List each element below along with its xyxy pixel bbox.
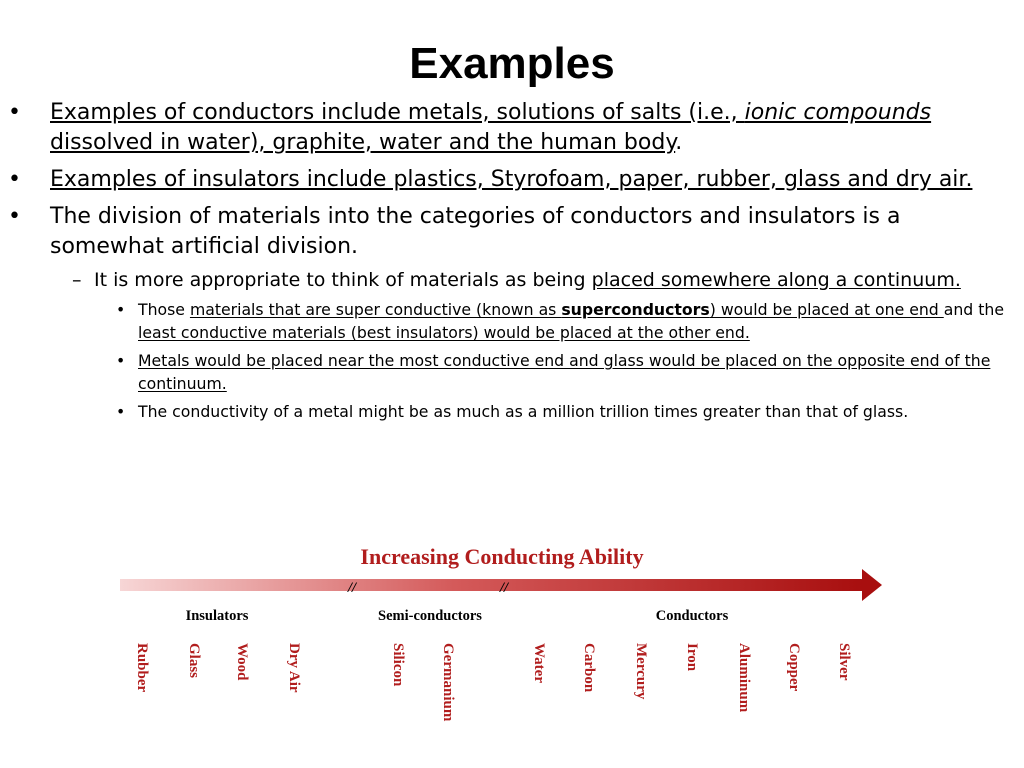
bullet-insulators-text: Examples of insulators include plastics, Styrofoam, paper, rubber, glass and dry air. [50, 167, 973, 192]
superconductors-text-d: ) would be placed at one end [709, 300, 944, 319]
conductivity-ratio-text: The conductivity of a metal might be as much as a million trillion times greater than that of glass. [138, 402, 909, 421]
conductors-period: . [675, 130, 683, 155]
bullet-insulators [50, 165, 1002, 195]
bullet-conductors-text [50, 100, 931, 155]
continuum-text-a: It is more appropriate to think of materials as being [94, 269, 592, 291]
material-label-carbon: Carbon [581, 643, 597, 693]
material-label-dry-air: Dry Air [286, 643, 302, 693]
superconductors-text-a: Those [138, 300, 190, 319]
material-label-mercury: Mercury [633, 643, 649, 700]
material-label-copper: Copper [786, 643, 802, 692]
break-mark-left: // [347, 580, 357, 596]
conductors-text-a: Examples of conductors include metals, solutions of salts (i.e., [50, 100, 745, 125]
bullet-division [50, 202, 1002, 262]
superconductors-term: superconductors [561, 300, 710, 319]
continuum-title: Increasing Conducting Ability [360, 544, 644, 569]
superconductors-text-b: materials that are super conductive (known as [189, 300, 562, 319]
category-semiconductors: Semi-conductors [378, 608, 482, 624]
material-label-glass: Glass [186, 643, 202, 679]
material-label-silicon: Silicon [390, 643, 406, 687]
superconductors-text-f: least conductive materials (best insulators) would be placed at the other end. [138, 323, 750, 342]
slide-body [0, 98, 1024, 428]
metals-glass-text: Metals would be placed near the most conductive end and glass would be placed on the opposite end of the continuum. [138, 351, 991, 393]
bullet-division-text: The division of materials into the categories of conductors and insulators is a somewhat artificial division. [50, 204, 901, 259]
material-label-wood: Wood [234, 643, 250, 681]
material-labels [134, 643, 852, 722]
continuum-graphic [110, 540, 900, 750]
material-label-silver: Silver [836, 643, 852, 681]
conductivity-continuum-figure [110, 540, 900, 750]
arrow-shaft [120, 579, 862, 591]
arrow-head [862, 569, 882, 601]
category-conductors: Conductors [655, 608, 729, 624]
break-mark-right: // [499, 580, 509, 596]
ionic-compounds-term: ionic compounds [744, 100, 932, 125]
conductors-text-c: dissolved in water), graphite, water and the human body [50, 130, 676, 155]
material-label-aluminum: Aluminum [736, 643, 752, 713]
slide-title: Examples [409, 39, 615, 88]
material-label-rubber: Rubber [134, 643, 150, 693]
continuum-text-b: placed somewhere along a continuum. [591, 269, 961, 291]
superconductors-text-underlined [190, 300, 944, 319]
subsub-superconductors [138, 298, 1004, 344]
bullet-conductors [50, 98, 1002, 158]
material-label-germanium: Germanium [440, 643, 456, 722]
superconductors-text-e: and the [943, 300, 1004, 319]
material-label-iron: Iron [684, 643, 700, 672]
subbullet-continuum [94, 267, 1002, 293]
subsub-metals-glass [138, 349, 1004, 395]
material-label-water: Water [531, 643, 547, 683]
category-insulators: Insulators [185, 608, 249, 624]
subsub-conductivity-ratio [138, 400, 1004, 423]
